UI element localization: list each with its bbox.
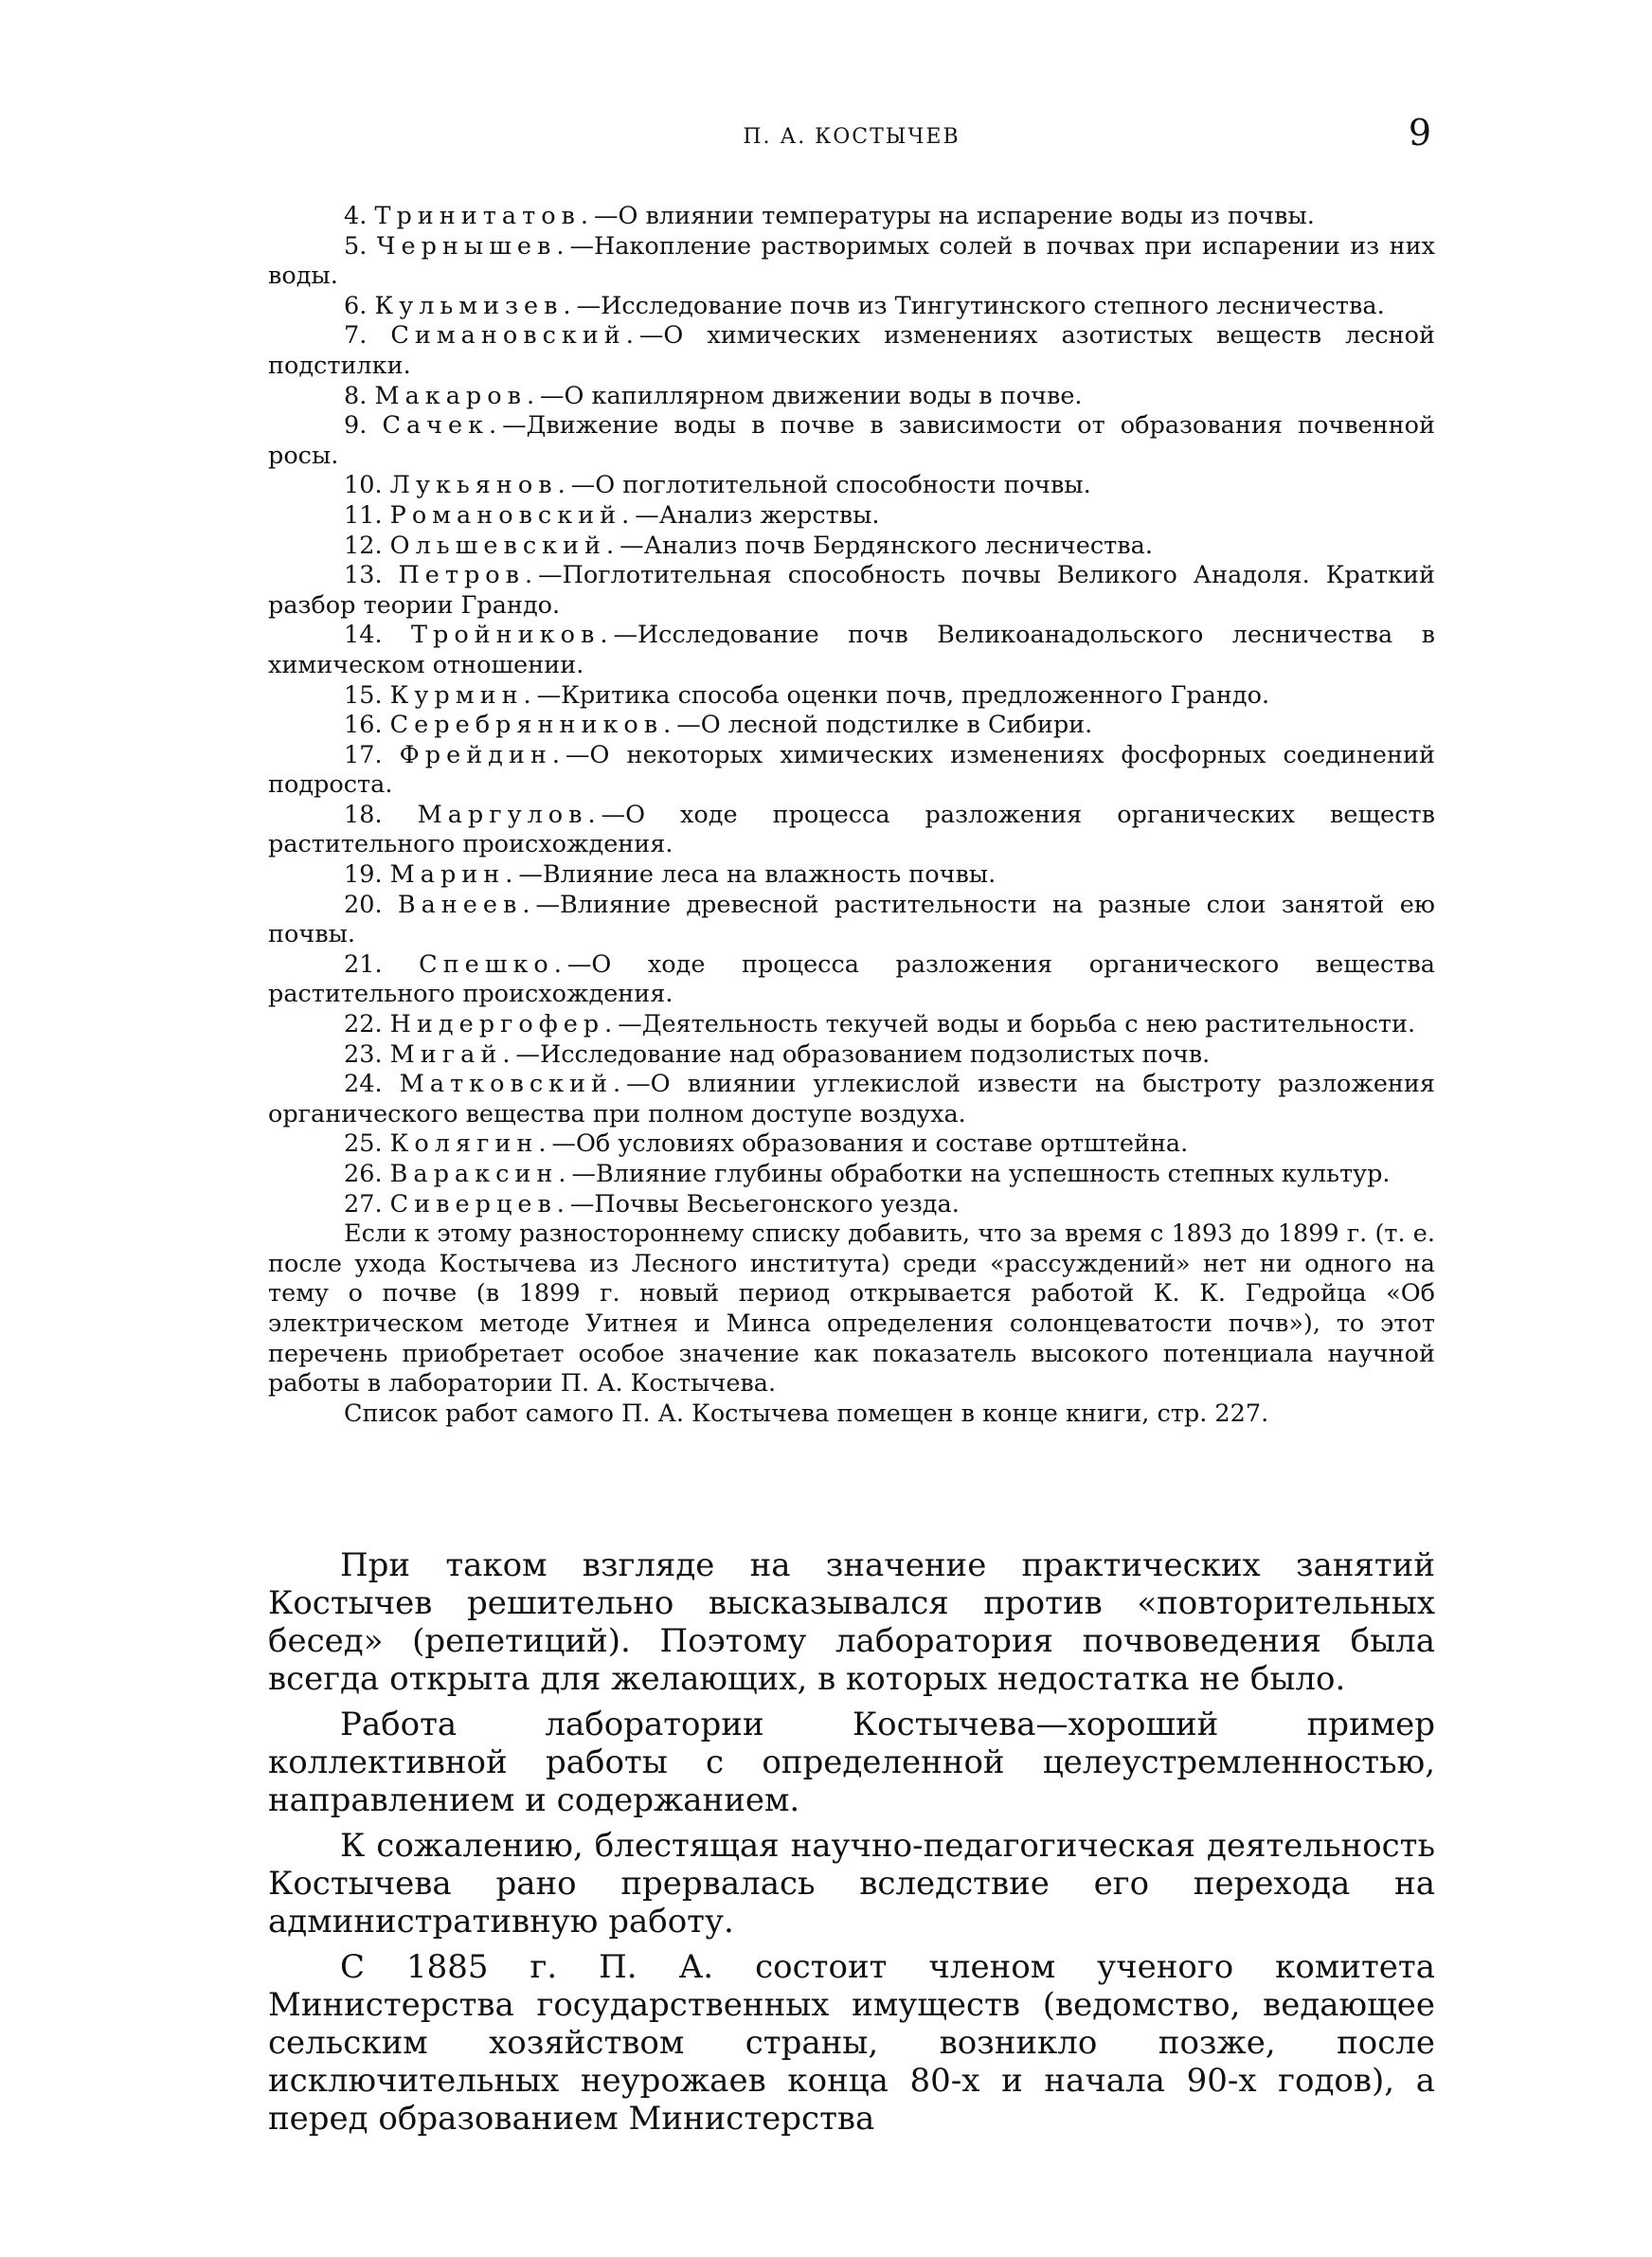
list-item-number: 13. [344,561,383,590]
list-item-author: Кульмизев. [374,291,577,320]
list-item-number: 9. [344,411,368,441]
list-item-author: Ванеев. [397,890,536,919]
list-item-author: Симановский. [390,321,639,351]
list-item-title: —О лесной подстилке в Сибири. [676,711,1093,740]
list-item-author: Фрейдин. [399,740,566,769]
list-item-title: —О поглотительной способности почвы. [570,471,1091,500]
list-item [268,1070,1435,1129]
page-number: 9 [1408,112,1431,153]
list-item-number: 4. [344,202,368,230]
body-paragraph: При таком взгляде на значение практических занятий Костычев решительно высказывался против «повторительных бесед» (репетиций). Поэтому лаборатория почвоведения была всегда открыта для желающих, в которых недостатка не было. [268,1546,1435,1698]
list-item-number: 8. [344,381,368,410]
list-item [268,891,1435,950]
list-item-title: —Анализ почв Бердянского лесничества. [620,531,1153,560]
list-item-author: Колягин. [389,1129,552,1159]
list-item-number: 22. [344,1010,383,1039]
list-item [268,501,1435,532]
list-item-title: —Влияние леса на влажность почвы. [518,860,997,890]
list-item-number: 11. [344,500,383,530]
note-reference: Список работ самого П. А. Костычева помещен в конце книги, стр. 227. [344,1399,1269,1428]
list-item-number: 5. [344,231,368,261]
list-item-title: —Критика способа оценки почв, предложенного Грандо. [536,680,1270,710]
list-item-title: —Исследование почв Великоанадольского лесничества в химическом отношении. [268,621,1435,679]
list-item-title: —Поглотительная способность почвы Великого Анадоля. Краткий разбор теории Грандо. [268,561,1435,620]
list-item-number: 21. [344,949,383,979]
list-item-number: 25. [344,1129,383,1159]
list-item [268,1190,1435,1220]
list-item-author: Спешко. [419,949,567,979]
list-item-number: 17. [344,740,383,769]
list-item-author: Ольшевский. [389,531,620,560]
list-item-author: Лукьянов. [389,471,571,500]
list-item-author: Макаров. [374,381,541,410]
list-item-title: —Деятельность текучей воды и борьба с нею растительности. [618,1010,1416,1039]
list-item-author: Матковский. [399,1070,627,1099]
list-item-number: 26. [344,1160,383,1188]
list-item [268,532,1435,562]
list-item-title: —Движение воды в почве в зависимости от образования почвенной росы. [268,411,1436,470]
list-item-title: —О ходе процесса разложения органических веществ растительного происхождения. [268,800,1435,859]
list-item [268,711,1435,741]
list-item-number: 6. [344,291,368,320]
list-item-title: —Почвы Весьегонского уезда. [569,1189,960,1219]
list-item [268,471,1435,501]
list-item [268,950,1435,1010]
list-item-title: —Влияние древесной растительности на разные слои занятой ею почвы. [268,890,1435,949]
list-item [268,681,1435,712]
works-list [268,202,1435,1219]
list-item-title: —Об условиях образования и составе ортштейна. [551,1129,1189,1159]
list-item [268,232,1435,292]
running-head: П. А. КОСТЫЧЕВ [743,125,961,149]
list-item [268,1129,1435,1160]
list-item-title: —О некоторых химических изменениях фосфорных соединений подроста. [268,740,1435,800]
list-item-number: 7. [344,321,368,351]
page-header [268,112,1435,169]
list-item-author: Сиверцев. [389,1189,570,1219]
list-item-author: Тройников. [411,621,614,650]
list-item [268,202,1435,232]
list-item-number: 15. [344,680,383,710]
list-item [268,801,1435,860]
list-item-author: Тринитатов. [374,202,595,230]
list-item-number: 23. [344,1039,383,1069]
list-item [268,382,1435,412]
list-item-author: Петров. [398,561,539,590]
list-item [268,741,1435,801]
list-item-title: —Накопление растворимых солей в почвах при испарении из них воды. [268,231,1435,291]
list-item-number: 10. [344,471,383,500]
list-item [268,321,1435,381]
body-paragraph: Работа лаборатории Костычева—хороший пример коллективной работы с определенной целеустремленностью, направлением и содержанием. [268,1706,1435,1819]
list-item-title: —Влияние глубины обработки на успешность степных культур. [571,1160,1391,1188]
list-item-number: 12. [344,531,383,560]
body-paragraph: С 1885 г. П. А. состоит членом ученого комитета Министерства государственных имуществ (ведомство, ведающее сельским хозяйством страны, возникло позже, после исключительных неурожаев конца 80-х и начала 90-х годов), а перед образованием Министерства [268,1948,1435,2138]
list-item-title: —О влиянии углекислой извести на быстроту разложения органического вещества при полном доступе воздуха. [268,1070,1436,1128]
list-item-number: 16. [344,711,383,740]
list-item [268,561,1435,621]
list-item [268,1160,1435,1190]
list-item-title: —О капиллярном движении воды в почве. [540,381,1083,410]
list-item-author: Нидергофер. [389,1010,619,1039]
list-item-author: Вараксин. [389,1160,572,1188]
list-item-number: 14. [344,621,383,650]
list-item-number: 19. [344,860,383,890]
main-text [268,1546,1435,2145]
list-item-number: 20. [344,890,383,919]
list-item-title: —Исследование над образованием подзолистых почв. [515,1039,1211,1069]
list-item-title: —О химических изменениях азотистых веществ лесной подстилки. [268,321,1435,380]
list-item [268,292,1435,322]
list-item [268,860,1435,891]
list-item-author: Марин. [389,860,519,890]
list-item-author: Сачек. [382,411,503,441]
list-item [268,1040,1435,1071]
list-item-number: 24. [344,1070,383,1099]
list-item-author: Серебрянников. [389,711,677,740]
list-item-author: Курмин. [389,680,537,710]
body-paragraph: К сожалению, блестящая научно-педагогическая деятельность Костычева рано прервалась вследствие его перехода на административную работу. [268,1827,1435,1941]
note-paragraph: Если к этому разностороннему списку добавить, что за время с 1893 до 1899 г. (т. е. после ухода Костычева из Лесного института) среди «рассуждений» нет ни одного на тему о почве (в 1899 г. новый период открывается работой К. К. Гедройца «Об электрическом методе Уитнея и Минса определения солонцеватости почв»), то этот перечень приобретает особое значение как показатель высокого потенциала научной работы в лаборатории П. А. Костычева. [268,1219,1435,1399]
list-item-author: Романовский. [389,500,636,530]
list-item-title: —Исследование почв из Тингутинского степного лесничества. [576,291,1385,320]
list-item [268,1010,1435,1040]
list-item-title: —Анализ жерствы. [635,500,880,530]
list-item-author: Маргулов. [417,800,602,829]
list-item-author: Чернышев. [376,231,570,261]
list-item [268,621,1435,680]
list-item-author: Мигай. [389,1039,516,1069]
list-item-number: 27. [344,1189,383,1219]
list-item-title: —О ходе процесса разложения органического вещества растительного происхождения. [268,949,1436,1009]
list-item-number: 18. [344,800,383,829]
works-list-block [268,202,1435,1429]
list-item [268,411,1435,471]
list-item-title: —О влиянии температуры на испарение воды из почвы. [594,202,1315,230]
